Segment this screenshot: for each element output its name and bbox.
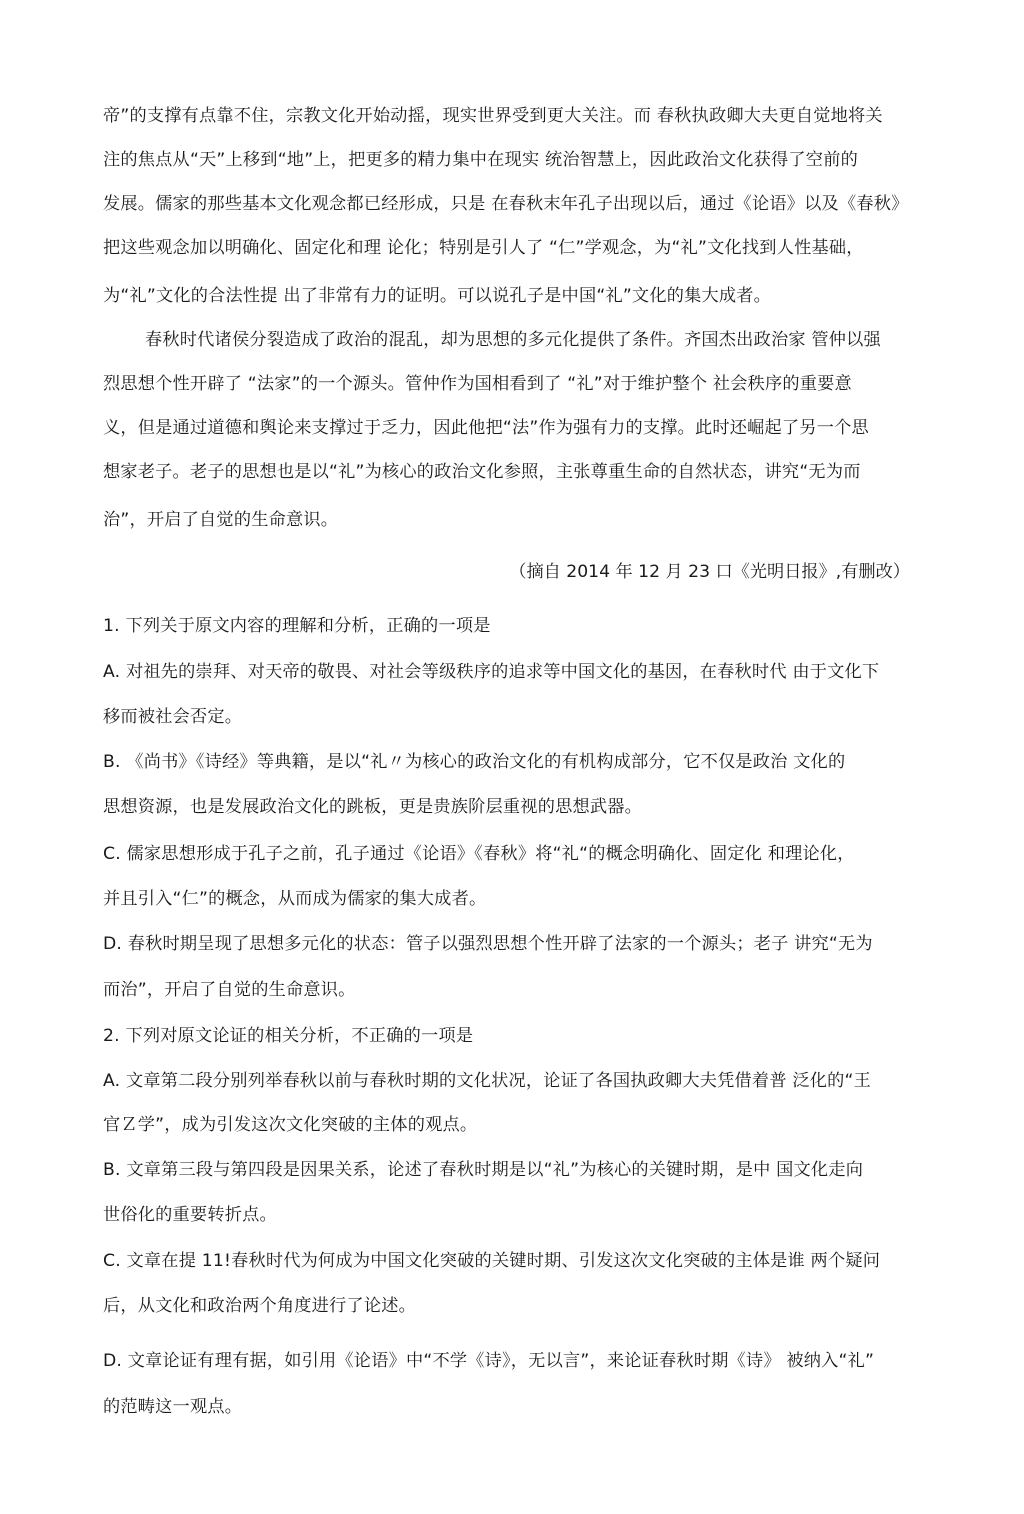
question-1-stem: 1. 下列关于原文内容的理解和分析，正确的一项是 xyxy=(103,616,491,636)
q2-option-a: A. 文章第二段分别列举春秋以前与春秋时期的文化状况，论证了各国执政卿大夫凭借着普 泛化的“王 xyxy=(103,1071,872,1091)
q1-option-b-cont: 思想资源，也是发展政治文化的跳板，更是贵族阶层重视的思想武器。 xyxy=(103,797,643,817)
q2-option-d-cont: 的范畴这一观点。 xyxy=(103,1397,243,1417)
q1-option-b: B. 《尚书》《诗经》等典籍，是以“礼〃为核心的政治文化的有机构成部分，它不仅是政治 文化的 xyxy=(103,752,846,772)
q1-option-a: A. 对祖先的崇拜、对天帝的敬畏、对社会等级秩序的追求等中国文化的基因，在春秋时代 由于文化下 xyxy=(103,662,880,682)
passage-line: 春秋时代诸侯分裂造成了政治的混乱，却为思想的多元化提供了条件。齐国杰出政治家 管仲以强 xyxy=(145,330,881,350)
q1-option-d: D. 春秋时期呈现了思想多元化的状态：管子以强烈思想个性开辟了法家的一个源头；老子 讲究“无为 xyxy=(103,934,873,954)
passage-line: 注的焦点从“天”上移到“地”上，把更多的精力集中在现实 统治智慧上，因此政治文化获得了空前的 xyxy=(103,150,858,170)
passage-line: 把这些观念加以明确化、固定化和理 论化；特别是引人了 “仁”学观念，为“礼”文化找到人性基础， xyxy=(103,238,864,258)
q2-option-b: B. 文章第三段与第四段是因果关系，论述了春秋时期是以“礼”为核心的关键时期，是中 国文化走向 xyxy=(103,1160,864,1180)
q2-option-d: D. 文章论证有理有据，如引用《论语》中“不学《诗》，无以言”，来论证春秋时期《诗》 被纳入“礼” xyxy=(103,1351,875,1371)
q1-option-d-cont: 而治”，开启了自觉的生命意识。 xyxy=(103,980,356,1000)
passage-line: 治”，开启了自觉的生命意识。 xyxy=(103,510,339,530)
q2-option-a-cont: 官Ｚ学”，成为引发这次文化突破的主体的观点。 xyxy=(103,1115,478,1135)
q2-option-b-cont: 世俗化的重要转折点。 xyxy=(103,1205,277,1225)
q1-option-c-cont: 并且引入“仁”的概念，从而成为儒家的集大成者。 xyxy=(103,889,487,909)
q2-option-c: C. 文章在提 11!春秋时代为何成为中国文化突破的关键时期、引发这次文化突破的主体是谁 两个疑问 xyxy=(103,1251,881,1271)
q1-option-a-cont: 移而被社会否定。 xyxy=(103,707,243,727)
passage-line: 为“礼”文化的合法性提 出了非常有力的证明。可以说孔子是中国“礼”文化的集大成者。 xyxy=(103,286,772,306)
passage-line: 烈思想个性开辟了 “法家”的一个源头。管仲作为国相看到了 “礼”对于维护整个 社会秩序的重要意 xyxy=(103,374,852,394)
q1-option-c: C. 儒家思想形成于孔子之前，孔子通过《论语》《春秋》将“礼“的概念明确化、固定化 和理论化， xyxy=(103,844,855,864)
q2-option-c-cont: 后，从文化和政治两个角度进行了论述。 xyxy=(103,1296,416,1316)
passage-source: （摘自 2014 年 12 月 23 口《光明日报》,有删改） xyxy=(509,562,910,582)
passage-line: 想家老子。老子的思想也是以“礼”为核心的政治文化参照，主张尊重生命的自然状态，讲究“无为而 xyxy=(103,462,861,482)
passage-line: 帝”的支撑有点靠不住，宗教文化开始动摇，现实世界受到更大关注。而 春秋执政卿大夫更自觉地将关 xyxy=(103,106,883,126)
question-2-stem: 2. 下列对原文论证的相关分析，不正确的一项是 xyxy=(103,1026,474,1046)
passage-line: 发展。儒家的那些基本文化观念都已经形成，只是 在春秋末年孔子出现以后，通过《论语》以及《春秋》 xyxy=(103,194,909,214)
passage-line: 义，但是通过道德和舆论来支撑过于乏力，因此他把“法”作为强有力的支撑。此时还崛起了另一个思 xyxy=(103,418,869,438)
